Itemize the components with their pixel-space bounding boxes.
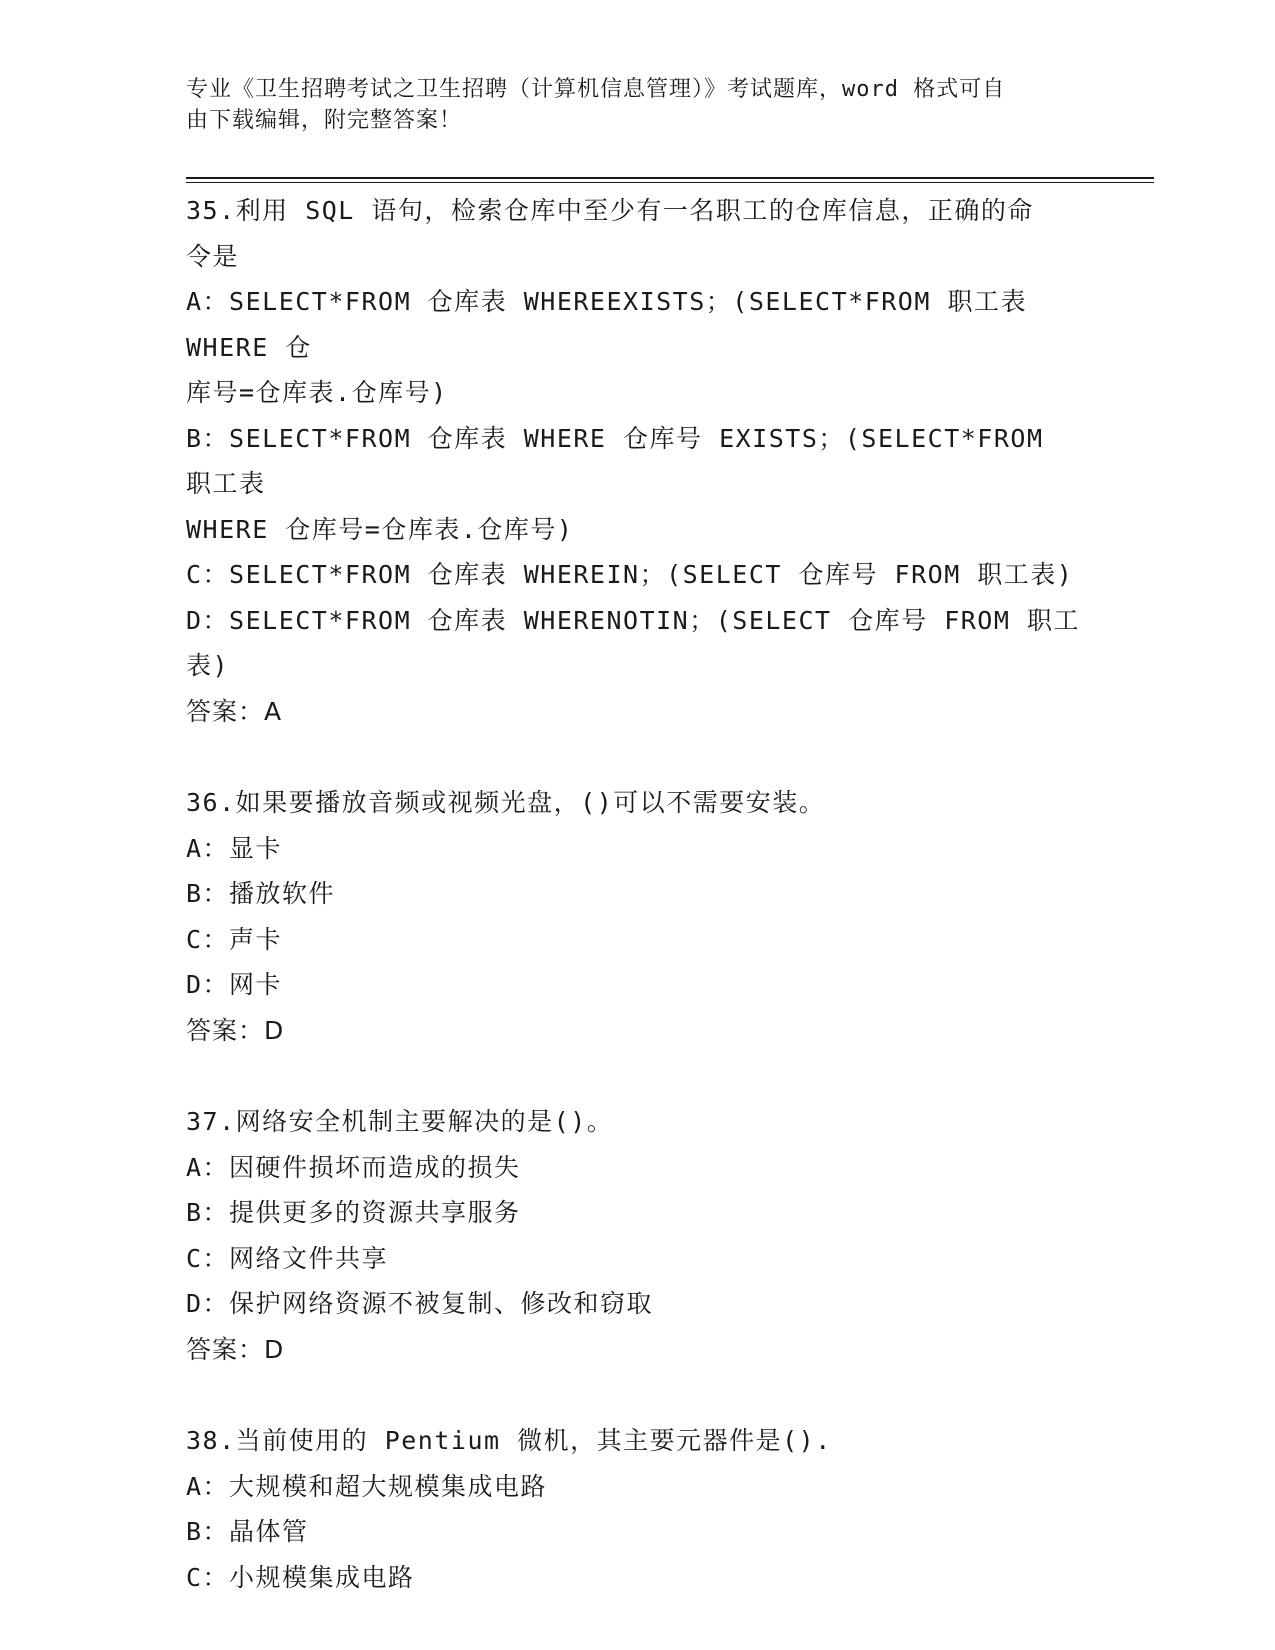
- option-a: A：SELECT*FROM 仓库表 WHEREEXISTS；(SELECT*FROM 职工表 WHERE 仓: [186, 287, 1027, 362]
- option-a: A：大规模和超大规模集成电路: [186, 1471, 548, 1501]
- answer: 答案：D: [186, 1334, 285, 1364]
- option-d: D：SELECT*FROM 仓库表 WHERENOTIN；(SELECT 仓库号 FROM 职工表): [186, 605, 1080, 680]
- option-a: A：显卡: [186, 833, 283, 863]
- header-line-1: 专业《卫生招聘考试之卫生招聘（计算机信息管理）》考试题库，word 格式可自: [186, 77, 1006, 102]
- document-header: [186, 74, 1086, 136]
- option-c: C：SELECT*FROM 仓库表 WHEREIN；(SELECT 仓库号 FROM 职工表): [186, 560, 1074, 589]
- option-b: B：SELECT*FROM 仓库表 WHERE 仓库号 EXISTS；(SELECT*FROM 职工表: [186, 423, 1044, 498]
- question-stem: 35.利用 SQL 语句，检索仓库中至少有一名职工的仓库信息，正确的命: [186, 196, 1034, 225]
- question-stem: 38.当前使用的 Pentium 微机，其主要元器件是().: [186, 1426, 832, 1455]
- option-a-continued: 库号=仓库表.仓库号): [186, 378, 448, 407]
- option-b: B：提供更多的资源共享服务: [186, 1198, 521, 1227]
- header-line-2: 由下载编辑，附完整答案！: [186, 108, 463, 133]
- header-rule-thick: [186, 177, 1154, 179]
- option-c: C：声卡: [186, 924, 283, 954]
- header-rule-thin: [186, 182, 1154, 183]
- option-b: B：晶体管: [186, 1517, 309, 1546]
- question-stem-continued: 令是: [186, 241, 240, 271]
- option-b: B：播放软件: [186, 879, 336, 908]
- option-d: D：网卡: [186, 970, 283, 999]
- question-36: [186, 780, 1086, 1053]
- question-38: [186, 1418, 1086, 1600]
- option-d: D：保护网络资源不被复制、修改和窃取: [186, 1289, 654, 1318]
- question-list: [186, 188, 1086, 1646]
- question-stem: 37.网络安全机制主要解决的是()。: [186, 1107, 614, 1136]
- question-35: [186, 188, 1086, 734]
- option-a: A：因硬件损坏而造成的损失: [186, 1152, 521, 1182]
- option-c: C：网络文件共享: [186, 1243, 389, 1273]
- answer: 答案：A: [186, 696, 283, 726]
- question-stem: 36.如果要播放音频或视频光盘，()可以不需要安装。: [186, 788, 826, 817]
- answer: 答案：D: [186, 1015, 285, 1045]
- question-37: [186, 1099, 1086, 1372]
- option-c: C：小规模集成电路: [186, 1562, 415, 1592]
- option-b-continued: WHERE 仓库号=仓库表.仓库号): [186, 514, 574, 544]
